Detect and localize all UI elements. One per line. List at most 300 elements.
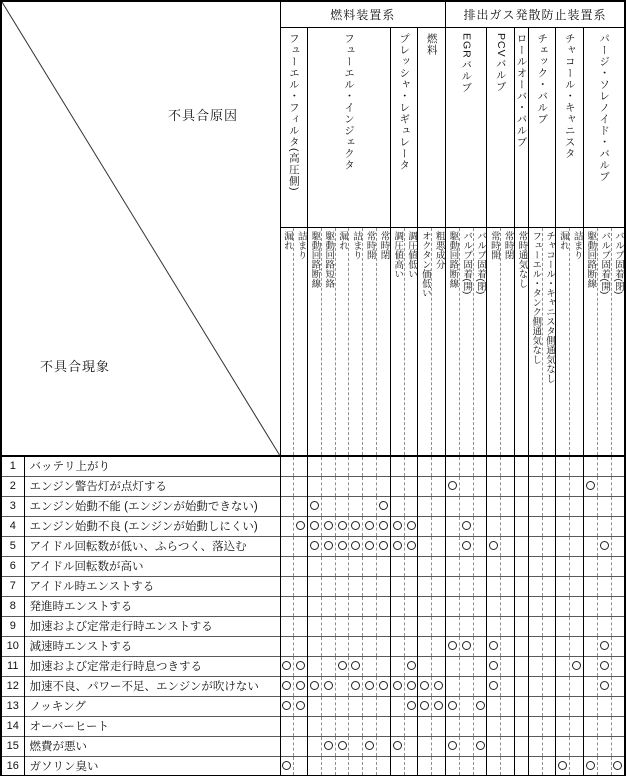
matrix-cell-r11-c20 [542,656,556,676]
matrix-cell-r15-c11 [418,736,432,756]
failure-mode-header-15 [473,228,487,456]
mark-circle [434,701,443,710]
matrix-cell-r7-c20 [542,576,556,596]
failure-mode-text: 調圧値低い [406,231,418,279]
matrix-cell-r3-c21 [556,496,570,516]
failure-mode-header-7 [363,228,377,456]
matrix-cell-r2-c3 [308,476,322,496]
matrix-cell-r6-c9 [390,556,404,576]
matrix-cell-r11-c10 [404,656,418,676]
matrix-cell-r14-c8 [377,716,391,736]
matrix-cell-r1-c4 [321,456,335,476]
matrix-cell-r12-c13 [446,676,460,696]
matrix-cell-r3-c9 [390,496,404,516]
matrix-cell-r4-c3 [308,516,322,536]
symptom-row-11 [1,656,625,676]
matrix-cell-r16-c3 [308,756,322,776]
failure-mode-text: 詰まり [295,231,307,260]
failure-mode-header-19 [528,228,542,456]
failure-mode-text: フューエル・タンク側通気なし [530,231,542,365]
matrix-cell-r3-c20 [542,496,556,516]
matrix-cell-r16-c24 [597,756,611,776]
matrix-cell-r8-c10 [404,596,418,616]
symptom-label-text: 加速および定常走行時エンストする [24,616,280,636]
mark-circle [379,521,388,530]
matrix-cell-r13-c2 [294,696,308,716]
mark-circle [393,521,402,530]
matrix-cell-r13-c10 [404,696,418,716]
symptom-row-6 [1,556,625,576]
symptom-label-text: 減速時エンストする [24,636,280,656]
matrix-cell-r14-c4 [321,716,335,736]
matrix-cell-r2-c24 [597,476,611,496]
matrix-cell-r8-c21 [556,596,570,616]
matrix-cell-r2-c1 [280,476,294,496]
failure-mode-text: 常時開 [364,231,376,260]
mark-circle [310,541,319,550]
matrix-cell-r10-c16 [487,636,501,656]
matrix-cell-r4-c10 [404,516,418,536]
matrix-cell-r8-c15 [473,596,487,616]
matrix-cell-r15-c7 [363,736,377,756]
matrix-cell-r7-c13 [446,576,460,596]
mark-circle [296,681,305,690]
mark-circle [572,661,581,670]
matrix-cell-r10-c8 [377,636,391,656]
matrix-cell-r6-c18 [515,556,529,576]
matrix-cell-r7-c4 [321,576,335,596]
matrix-cell-r15-c4 [321,736,335,756]
matrix-cell-r8-c5 [335,596,349,616]
failure-mode-text: 漏れ [557,231,569,251]
matrix-cell-r9-c4 [321,616,335,636]
matrix-cell-r11-c7 [363,656,377,676]
mark-circle [420,681,429,690]
matrix-cell-r3-c17 [501,496,515,516]
matrix-cell-r1-c6 [349,456,363,476]
failure-mode-header-16 [487,228,501,456]
matrix-cell-r8-c6 [349,596,363,616]
matrix-cell-r16-c7 [363,756,377,776]
mark-circle [489,681,498,690]
mark-circle [462,641,471,650]
matrix-cell-r10-c25 [611,636,625,656]
matrix-cell-r11-c3 [308,656,322,676]
symptom-row-16 [1,756,625,776]
matrix-cell-r3-c3 [308,496,322,516]
matrix-cell-r15-c13 [446,736,460,756]
symptom-row-15 [1,736,625,756]
matrix-cell-r14-c12 [432,716,446,736]
mark-circle [338,521,347,530]
matrix-cell-r6-c5 [335,556,349,576]
failure-mode-header-22 [570,228,584,456]
matrix-cell-r16-c8 [377,756,391,776]
matrix-cell-r9-c9 [390,616,404,636]
matrix-cell-r3-c11 [418,496,432,516]
matrix-cell-r2-c14 [459,476,473,496]
component-header-6 [487,27,515,228]
matrix-cell-r3-c8 [377,496,391,516]
matrix-cell-r9-c11 [418,616,432,636]
group-header-row [1,1,625,27]
matrix-cell-r12-c19 [528,676,542,696]
row-number: 14 [1,716,24,736]
matrix-cell-r14-c3 [308,716,322,736]
matrix-cell-r8-c3 [308,596,322,616]
matrix-cell-r10-c19 [528,636,542,656]
matrix-cell-r13-c14 [459,696,473,716]
matrix-cell-r14-c1 [280,716,294,736]
row-number: 7 [1,576,24,596]
matrix-cell-r4-c6 [349,516,363,536]
mark-circle [489,541,498,550]
mark-circle [407,541,416,550]
mark-circle [282,681,291,690]
matrix-cell-r7-c15 [473,576,487,596]
matrix-cell-r10-c15 [473,636,487,656]
symptom-row-13 [1,696,625,716]
symptom-label-text: アイドル回転数が低い、ふらつく、落込む [24,536,280,556]
component-header-2 [308,27,391,228]
matrix-cell-r5-c7 [363,536,377,556]
matrix-cell-r11-c13 [446,656,460,676]
matrix-cell-r5-c21 [556,536,570,556]
failure-mode-text: 常時閉 [502,231,514,260]
matrix-cell-r3-c22 [570,496,584,516]
matrix-cell-r13-c21 [556,696,570,716]
failure-mode-text: チャコール・キャニスタ側通気なし [544,231,556,384]
component-name-text: パージ・ソレノイド・バルブ [598,32,611,183]
matrix-cell-r5-c15 [473,536,487,556]
matrix-cell-r13-c17 [501,696,515,716]
failure-mode-header-12 [432,228,446,456]
matrix-cell-r3-c1 [280,496,294,516]
matrix-cell-r13-c25 [611,696,625,716]
matrix-cell-r14-c7 [363,716,377,736]
matrix-cell-r13-c16 [487,696,501,716]
mark-circle [310,501,319,510]
symptom-label-text: アイドル時エンストする [24,576,280,596]
matrix-cell-r12-c24 [597,676,611,696]
matrix-cell-r7-c19 [528,576,542,596]
symptom-row-9 [1,616,625,636]
mark-circle [338,541,347,550]
mark-circle [324,541,333,550]
diagonal-line [2,2,280,455]
symptom-label-text: エンジン始動不能 (エンジンが始動できない) [24,496,280,516]
component-name-text: チャコール・キャニスタ [563,32,576,160]
matrix-cell-r1-c20 [542,456,556,476]
matrix-cell-r13-c12 [432,696,446,716]
symptom-label-text: 加速および定常走行時息つきする [24,656,280,676]
matrix-cell-r6-c23 [584,556,598,576]
matrix-cell-r14-c24 [597,716,611,736]
mark-circle [365,681,374,690]
matrix-cell-r1-c8 [377,456,391,476]
row-number: 9 [1,616,24,636]
matrix-cell-r14-c11 [418,716,432,736]
matrix-cell-r6-c21 [556,556,570,576]
failure-mode-text: 駆動回路断線 [447,231,459,289]
matrix-cell-r8-c2 [294,596,308,616]
matrix-cell-r16-c23 [584,756,598,776]
matrix-cell-r9-c1 [280,616,294,636]
matrix-cell-r11-c22 [570,656,584,676]
matrix-cell-r12-c20 [542,676,556,696]
matrix-cell-r13-c15 [473,696,487,716]
component-header-8 [528,27,556,228]
matrix-cell-r9-c22 [570,616,584,636]
matrix-cell-r15-c22 [570,736,584,756]
matrix-cell-r3-c23 [584,496,598,516]
matrix-cell-r15-c15 [473,736,487,756]
matrix-cell-r4-c22 [570,516,584,536]
matrix-cell-r8-c13 [446,596,460,616]
mark-circle [600,661,609,670]
matrix-cell-r12-c5 [335,676,349,696]
mark-circle [462,521,471,530]
matrix-cell-r10-c14 [459,636,473,656]
matrix-cell-r8-c22 [570,596,584,616]
matrix-cell-r6-c12 [432,556,446,576]
failure-mode-header-20 [542,228,556,456]
matrix-cell-r6-c25 [611,556,625,576]
matrix-cell-r15-c18 [515,736,529,756]
matrix-cell-r6-c16 [487,556,501,576]
matrix-cell-r16-c20 [542,756,556,776]
matrix-cell-r6-c14 [459,556,473,576]
matrix-cell-r6-c15 [473,556,487,576]
mark-circle [489,661,498,670]
matrix-cell-r14-c21 [556,716,570,736]
matrix-cell-r13-c23 [584,696,598,716]
matrix-cell-r11-c16 [487,656,501,676]
matrix-cell-r9-c3 [308,616,322,636]
matrix-cell-r9-c16 [487,616,501,636]
matrix-cell-r15-c23 [584,736,598,756]
matrix-cell-r9-c8 [377,616,391,636]
matrix-cell-r7-c9 [390,576,404,596]
symptom-row-10 [1,636,625,656]
row-number: 16 [1,756,24,776]
row-number: 11 [1,656,24,676]
matrix-cell-r6-c13 [446,556,460,576]
matrix-cell-r2-c2 [294,476,308,496]
component-name-text: PCVバルブ [494,32,507,92]
matrix-cell-r15-c10 [404,736,418,756]
matrix-cell-r5-c13 [446,536,460,556]
mark-circle [393,741,402,750]
matrix-cell-r16-c5 [335,756,349,776]
matrix-cell-r13-c18 [515,696,529,716]
symptom-row-1 [1,456,625,476]
matrix-cell-r10-c24 [597,636,611,656]
mark-circle [379,501,388,510]
matrix-cell-r14-c14 [459,716,473,736]
matrix-cell-r14-c9 [390,716,404,736]
diagonal-header-cell [1,1,280,456]
matrix-cell-r11-c6 [349,656,363,676]
symptom-label-text: バッテリ上がり [24,456,280,476]
mark-circle [489,641,498,650]
matrix-cell-r1-c3 [308,456,322,476]
matrix-cell-r15-c1 [280,736,294,756]
matrix-cell-r15-c19 [528,736,542,756]
matrix-cell-r11-c24 [597,656,611,676]
matrix-cell-r11-c14 [459,656,473,676]
matrix-cell-r10-c20 [542,636,556,656]
matrix-cell-r11-c23 [584,656,598,676]
matrix-cell-r5-c10 [404,536,418,556]
row-number: 8 [1,596,24,616]
matrix-cell-r5-c5 [335,536,349,556]
matrix-cell-r11-c25 [611,656,625,676]
matrix-cell-r1-c22 [570,456,584,476]
failure-mode-header-4 [321,228,335,456]
matrix-cell-r11-c5 [335,656,349,676]
cause-label: 不具合原因 [168,108,239,123]
matrix-cell-r1-c7 [363,456,377,476]
matrix-cell-r2-c10 [404,476,418,496]
failure-mode-header-2 [294,228,308,456]
matrix-cell-r1-c2 [294,456,308,476]
row-number: 4 [1,516,24,536]
failure-mode-text: 漏れ [337,231,349,251]
matrix-cell-r10-c13 [446,636,460,656]
matrix-cell-r10-c22 [570,636,584,656]
matrix-cell-r16-c11 [418,756,432,776]
matrix-cell-r10-c9 [390,636,404,656]
matrix-cell-r12-c21 [556,676,570,696]
matrix-cell-r13-c8 [377,696,391,716]
mark-circle [282,661,291,670]
matrix-cell-r12-c10 [404,676,418,696]
component-name-text: EGRバルブ [460,32,473,93]
component-name-text: プレッシャ・レギュレータ [398,32,411,171]
failure-mode-text: バルブ固着(開) [461,231,473,295]
matrix-cell-r3-c15 [473,496,487,516]
matrix-cell-r7-c10 [404,576,418,596]
matrix-cell-r8-c24 [597,596,611,616]
component-header-10 [584,27,625,228]
matrix-cell-r6-c20 [542,556,556,576]
matrix-cell-r2-c6 [349,476,363,496]
matrix-cell-r8-c18 [515,596,529,616]
mark-circle [448,641,457,650]
matrix-cell-r14-c2 [294,716,308,736]
matrix-cell-r14-c25 [611,716,625,736]
matrix-cell-r14-c5 [335,716,349,736]
matrix-cell-r11-c9 [390,656,404,676]
group-header-fuel-system: 燃料装置系 [280,1,446,27]
matrix-cell-r1-c10 [404,456,418,476]
row-number: 10 [1,636,24,656]
matrix-cell-r9-c17 [501,616,515,636]
matrix-cell-r14-c22 [570,716,584,736]
matrix-cell-r4-c18 [515,516,529,536]
component-header-9 [556,27,584,228]
component-name-text: フューエル・フィルタ(高圧側) [287,32,300,192]
matrix-cell-r15-c20 [542,736,556,756]
matrix-cell-r11-c15 [473,656,487,676]
matrix-cell-r7-c3 [308,576,322,596]
symptom-label: 不具合現象 [40,359,111,374]
failure-mode-header-3 [308,228,322,456]
matrix-cell-r4-c17 [501,516,515,536]
component-header-1 [280,27,308,228]
matrix-cell-r7-c12 [432,576,446,596]
matrix-cell-r6-c8 [377,556,391,576]
matrix-cell-r7-c25 [611,576,625,596]
matrix-cell-r10-c11 [418,636,432,656]
symptom-row-14 [1,716,625,736]
failure-mode-header-18 [515,228,529,456]
matrix-cell-r5-c9 [390,536,404,556]
failure-mode-header-14 [459,228,473,456]
matrix-cell-r16-c22 [570,756,584,776]
matrix-cell-r1-c1 [280,456,294,476]
matrix-cell-r1-c14 [459,456,473,476]
mark-circle [365,521,374,530]
matrix-cell-r2-c22 [570,476,584,496]
matrix-cell-r4-c19 [528,516,542,536]
failure-mode-text: バルブ固着(閉) [475,231,487,295]
matrix-cell-r4-c11 [418,516,432,536]
matrix-cell-r5-c4 [321,536,335,556]
matrix-cell-r4-c15 [473,516,487,536]
matrix-cell-r11-c1 [280,656,294,676]
matrix-cell-r15-c16 [487,736,501,756]
matrix-cell-r1-c9 [390,456,404,476]
matrix-cell-r2-c19 [528,476,542,496]
matrix-cell-r9-c14 [459,616,473,636]
symptom-row-5 [1,536,625,556]
matrix-cell-r10-c21 [556,636,570,656]
matrix-cell-r11-c11 [418,656,432,676]
matrix-cell-r7-c6 [349,576,363,596]
matrix-cell-r8-c8 [377,596,391,616]
matrix-cell-r14-c10 [404,716,418,736]
mark-circle [600,681,609,690]
mark-circle [324,741,333,750]
matrix-cell-r13-c3 [308,696,322,716]
mark-circle [613,761,622,770]
matrix-cell-r5-c12 [432,536,446,556]
matrix-cell-r2-c9 [390,476,404,496]
matrix-cell-r11-c17 [501,656,515,676]
matrix-cell-r2-c7 [363,476,377,496]
mark-circle [448,741,457,750]
matrix-cell-r8-c19 [528,596,542,616]
matrix-cell-r9-c24 [597,616,611,636]
mark-circle [296,701,305,710]
matrix-cell-r1-c23 [584,456,598,476]
matrix-cell-r5-c18 [515,536,529,556]
matrix-cell-r12-c6 [349,676,363,696]
row-number: 1 [1,456,24,476]
failure-mode-header-24 [597,228,611,456]
mark-circle [365,541,374,550]
matrix-cell-r12-c7 [363,676,377,696]
matrix-cell-r7-c16 [487,576,501,596]
matrix-cell-r8-c17 [501,596,515,616]
mark-circle [448,481,457,490]
matrix-cell-r12-c14 [459,676,473,696]
matrix-cell-r7-c23 [584,576,598,596]
matrix-cell-r8-c9 [390,596,404,616]
matrix-cell-r8-c23 [584,596,598,616]
